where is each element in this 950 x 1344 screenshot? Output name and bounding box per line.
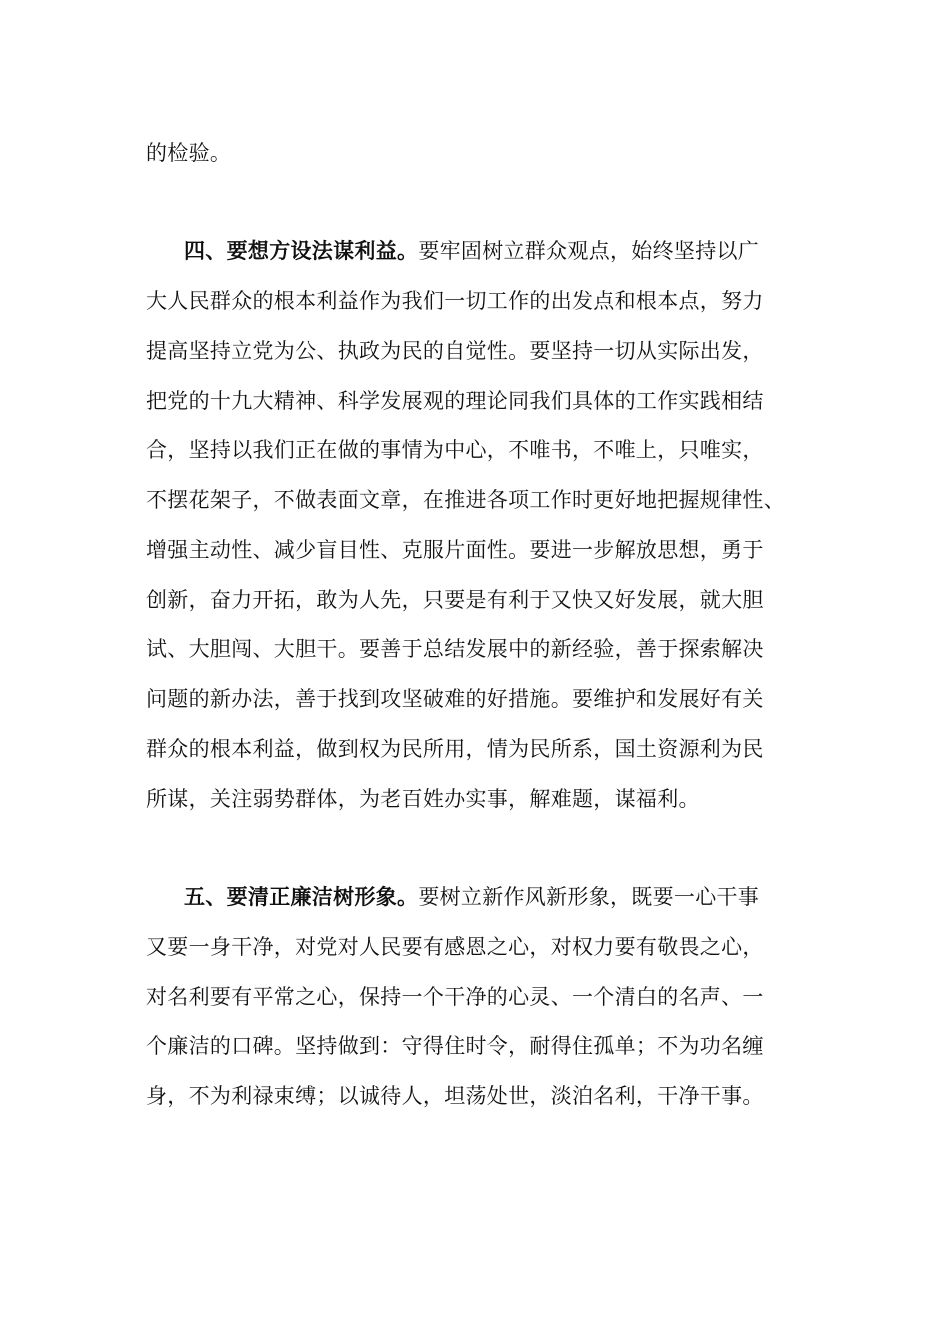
section4-line-0: 要牢固树立群众观点，始终坚持以广: [418, 239, 760, 263]
section4-line-6: 增强主动性、减少盲目性、克服片面性。要进一步解放思想，勇于: [146, 538, 764, 562]
section5-line-1: 又要一身干净，对党对人民要有感恩之心，对权力要有敬畏之心，: [146, 935, 764, 959]
section4-line-9: 问题的新办法，善于找到攻坚破难的好措施。要维护和发展好有关: [146, 687, 764, 711]
section5-line-3: 个廉洁的口碑。坚持做到：守得住时令，耐得住孤单；不为功名缠: [146, 1034, 764, 1058]
section5-first-line: [184, 882, 759, 912]
section5-line-2: 对名利要有平常之心，保持一个干净的心灵、一个清白的名声、一: [146, 985, 764, 1009]
section5-line-4: 身，不为利禄束缚；以诚待人，坦荡处世，淡泊名利，干净干事。: [146, 1084, 764, 1108]
section4-line-7: 创新，奋力开拓，敢为人先，只要是有利于又快又好发展，就大胆: [146, 588, 764, 612]
section4-line-2: 提高坚持立党为公、执政为民的自觉性。要坚持一切从实际出发，: [146, 339, 764, 363]
section4-line-5: 不摆花架子，不做表面文章，在推进各项工作时更好地把握规律性、: [146, 488, 785, 512]
section4-line-1: 大人民群众的根本利益作为我们一切工作的出发点和根本点，努力: [146, 289, 764, 313]
section5-line-0: 要树立新作风新形象，既要一心干事: [418, 885, 760, 909]
section4-line-10: 群众的根本利益，做到权为民所用，情为民所系，国土资源利为民: [146, 737, 764, 761]
section4-line-4: 合，坚持以我们正在做的事情为中心，不唯书，不唯上，只唯实，: [146, 438, 764, 462]
section4-line-8: 试、大胆闯、大胆干。要善于总结发展中的新经验，善于探索解决: [146, 637, 764, 661]
continuation-line: 的检验。: [146, 141, 232, 165]
section4-first-line: [184, 236, 759, 266]
section4-line-11: 所谋，关注弱势群体，为老百姓办实事，解难题，谋福利。: [146, 787, 700, 811]
section4-line-3: 把党的十九大精神、科学发展观的理论同我们具体的工作实践相结: [146, 389, 764, 413]
section4-heading: 四、要想方设法谋利益。: [184, 238, 419, 263]
section5-heading: 五、要清正廉洁树形象。: [184, 884, 419, 909]
